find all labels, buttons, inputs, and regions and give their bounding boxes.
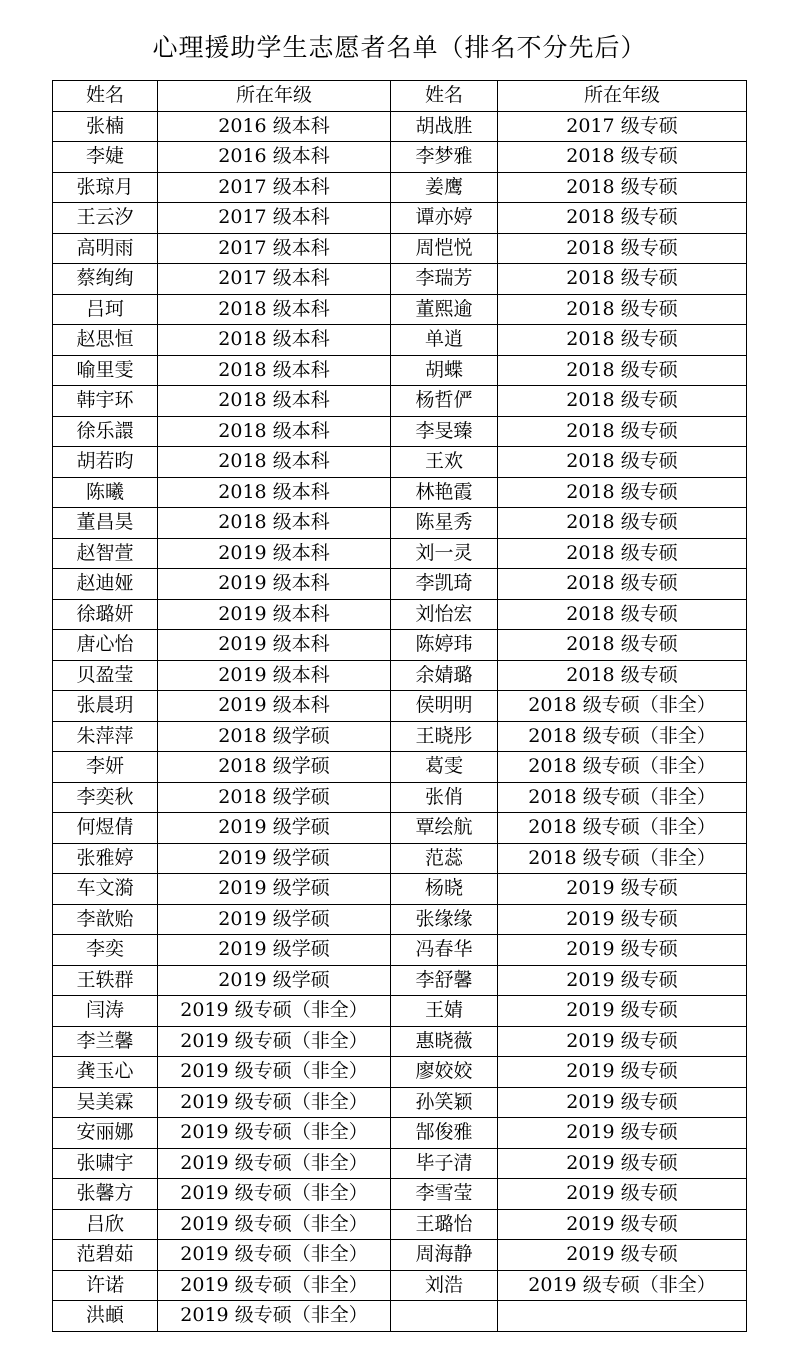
grade-cell: 2018 级本科 [158,325,391,356]
table-row [53,203,747,234]
name-cell: 洪頔 [53,1301,158,1332]
name-cell: 胡若昀 [53,447,158,478]
name-cell: 胡战胜 [391,111,498,142]
table-row [53,264,747,295]
table-row [53,325,747,356]
grade-cell: 2019 级专硕（非全） [158,1209,391,1240]
grade-cell: 2019 级专硕 [498,1240,747,1271]
table-row [53,1057,747,1088]
name-cell: 李梦雅 [391,142,498,173]
name-cell: 吕欣 [53,1209,158,1240]
grade-cell: 2018 级本科 [158,447,391,478]
name-cell: 惠晓薇 [391,1026,498,1057]
table-row [53,294,747,325]
table-row [53,752,747,783]
name-cell: 龚玉心 [53,1057,158,1088]
name-cell: 王欢 [391,447,498,478]
grade-cell: 2018 级本科 [158,294,391,325]
table-row [53,355,747,386]
table-row [53,569,747,600]
name-cell: 高明雨 [53,233,158,264]
grade-cell: 2018 级专硕 [498,569,747,600]
name-cell: 陈星秀 [391,508,498,539]
name-cell: 姜鹰 [391,172,498,203]
name-cell: 安丽娜 [53,1118,158,1149]
grade-cell: 2018 级学硕 [158,721,391,752]
grade-cell: 2018 级专硕 [498,294,747,325]
name-cell: 徐乐譞 [53,416,158,447]
name-cell: 徐璐妍 [53,599,158,630]
grade-cell: 2019 级本科 [158,599,391,630]
name-cell: 喻里雯 [53,355,158,386]
grade-cell: 2018 级本科 [158,416,391,447]
grade-cell: 2018 级专硕（非全） [498,843,747,874]
name-cell: 李雪莹 [391,1179,498,1210]
header-grade-1: 所在年级 [158,81,391,112]
name-cell: 赵智萱 [53,538,158,569]
name-cell: 唐心怡 [53,630,158,661]
name-cell: 张楠 [53,111,158,142]
grade-cell: 2019 级学硕 [158,904,391,935]
grade-cell: 2019 级专硕 [498,1057,747,1088]
grade-cell: 2019 级专硕 [498,1179,747,1210]
name-cell: 张缘缘 [391,904,498,935]
grade-cell: 2018 级专硕（非全） [498,782,747,813]
grade-cell: 2019 级专硕 [498,965,747,996]
table-row [53,477,747,508]
table-row [53,233,747,264]
table-row [53,935,747,966]
grade-cell: 2018 级专硕（非全） [498,752,747,783]
grade-cell: 2016 级本科 [158,111,391,142]
grade-cell: 2019 级学硕 [158,965,391,996]
grade-cell: 2019 级专硕 [498,1148,747,1179]
name-cell [391,1301,498,1332]
name-cell: 单逍 [391,325,498,356]
name-cell: 张馨方 [53,1179,158,1210]
grade-cell: 2018 级专硕（非全） [498,721,747,752]
table-row [53,1179,747,1210]
name-cell: 胡蝶 [391,355,498,386]
name-cell: 张雅婷 [53,843,158,874]
table-row [53,142,747,173]
name-cell: 贝盈莹 [53,660,158,691]
grade-cell: 2019 级学硕 [158,935,391,966]
grade-cell: 2019 级专硕（非全） [158,1179,391,1210]
grade-cell: 2019 级本科 [158,538,391,569]
name-cell: 王轶群 [53,965,158,996]
table-row [53,508,747,539]
grade-cell: 2018 级专硕 [498,447,747,478]
grade-cell: 2019 级专硕 [498,1118,747,1149]
grade-cell: 2019 级学硕 [158,843,391,874]
name-cell: 李奕秋 [53,782,158,813]
table-row [53,782,747,813]
grade-cell: 2019 级专硕（非全） [158,1148,391,1179]
grade-cell: 2018 级专硕（非全） [498,813,747,844]
table-row [53,965,747,996]
grade-cell: 2019 级专硕 [498,1209,747,1240]
name-cell: 吕珂 [53,294,158,325]
name-cell: 赵迪娅 [53,569,158,600]
name-cell: 李奕 [53,935,158,966]
header-name-2: 姓名 [391,81,498,112]
header-name-1: 姓名 [53,81,158,112]
name-cell: 王婧 [391,996,498,1027]
grade-cell: 2019 级学硕 [158,874,391,905]
table-row [53,904,747,935]
table-row [53,447,747,478]
name-cell: 韩宇环 [53,386,158,417]
name-cell: 刘浩 [391,1270,498,1301]
table-row [53,1301,747,1332]
name-cell: 何煜倩 [53,813,158,844]
name-cell: 李妍 [53,752,158,783]
name-cell: 李瑞芳 [391,264,498,295]
grade-cell: 2018 级专硕 [498,142,747,173]
table-row [53,416,747,447]
table-row [53,813,747,844]
name-cell: 董昌昊 [53,508,158,539]
grade-cell: 2019 级专硕 [498,935,747,966]
name-cell: 王云汐 [53,203,158,234]
grade-cell: 2018 级专硕 [498,630,747,661]
grade-cell: 2019 级专硕 [498,1026,747,1057]
grade-cell: 2018 级专硕 [498,416,747,447]
table-row [53,691,747,722]
grade-cell: 2019 级专硕（非全） [158,1270,391,1301]
grade-cell: 2019 级专硕（非全） [498,1270,747,1301]
grade-cell: 2019 级专硕（非全） [158,1057,391,1088]
name-cell: 冯春华 [391,935,498,966]
name-cell: 范蕊 [391,843,498,874]
grade-cell: 2018 级本科 [158,508,391,539]
grade-cell: 2019 级本科 [158,660,391,691]
grade-cell: 2018 级学硕 [158,782,391,813]
grade-cell: 2019 级专硕（非全） [158,1026,391,1057]
grade-cell: 2018 级本科 [158,477,391,508]
volunteer-table [52,80,747,1332]
name-cell: 余婧璐 [391,660,498,691]
name-cell: 葛雯 [391,752,498,783]
table-row [53,874,747,905]
grade-cell: 2019 级专硕 [498,904,747,935]
name-cell: 吴美霖 [53,1087,158,1118]
name-cell: 李婕 [53,142,158,173]
table-row [53,172,747,203]
table-row [53,1270,747,1301]
name-cell: 周海静 [391,1240,498,1271]
grade-cell: 2016 级本科 [158,142,391,173]
grade-cell: 2019 级专硕 [498,1087,747,1118]
name-cell: 李舒馨 [391,965,498,996]
name-cell: 郜俊雅 [391,1118,498,1149]
table-row [53,1118,747,1149]
name-cell: 廖姣姣 [391,1057,498,1088]
grade-cell: 2018 级专硕 [498,172,747,203]
name-cell: 李旻臻 [391,416,498,447]
grade-cell [498,1301,747,1332]
table-row [53,1209,747,1240]
grade-cell: 2018 级专硕 [498,538,747,569]
table-body [53,81,747,1332]
grade-cell: 2018 级专硕 [498,508,747,539]
name-cell: 杨晓 [391,874,498,905]
grade-cell: 2019 级学硕 [158,813,391,844]
grade-cell: 2018 级专硕 [498,386,747,417]
grade-cell: 2017 级本科 [158,172,391,203]
table-row [53,843,747,874]
name-cell: 杨哲俨 [391,386,498,417]
name-cell: 陈曦 [53,477,158,508]
name-cell: 侯明明 [391,691,498,722]
grade-cell: 2019 级专硕（非全） [158,1240,391,1271]
name-cell: 刘怡宏 [391,599,498,630]
name-cell: 李凯琦 [391,569,498,600]
grade-cell: 2019 级专硕 [498,874,747,905]
name-cell: 覃绘航 [391,813,498,844]
grade-cell: 2018 级专硕 [498,477,747,508]
grade-cell: 2018 级专硕（非全） [498,691,747,722]
grade-cell: 2018 级学硕 [158,752,391,783]
name-cell: 陈婷玮 [391,630,498,661]
grade-cell: 2017 级本科 [158,203,391,234]
name-cell: 张琼月 [53,172,158,203]
table-row [53,111,747,142]
page-title: 心理援助学生志愿者名单（排名不分先后） [152,33,647,62]
name-cell: 范碧茹 [53,1240,158,1271]
grade-cell: 2018 级专硕 [498,355,747,386]
grade-cell: 2018 级专硕 [498,325,747,356]
name-cell: 谭亦婷 [391,203,498,234]
name-cell: 刘一灵 [391,538,498,569]
table-row [53,1240,747,1271]
grade-cell: 2018 级专硕 [498,233,747,264]
name-cell: 王璐怡 [391,1209,498,1240]
table-row [53,1148,747,1179]
table-row [53,1087,747,1118]
table-row [53,1026,747,1057]
grade-cell: 2018 级专硕 [498,660,747,691]
name-cell: 林艳霞 [391,477,498,508]
grade-cell: 2017 级专硕 [498,111,747,142]
name-cell: 蔡绚绚 [53,264,158,295]
name-cell: 闫涛 [53,996,158,1027]
table-row [53,538,747,569]
grade-cell: 2018 级本科 [158,355,391,386]
name-cell: 周恺悦 [391,233,498,264]
name-cell: 孙笑颖 [391,1087,498,1118]
grade-cell: 2019 级专硕（非全） [158,1118,391,1149]
table-row [53,386,747,417]
name-cell: 车文漪 [53,874,158,905]
grade-cell: 2019 级专硕（非全） [158,1087,391,1118]
grade-cell: 2017 级本科 [158,233,391,264]
grade-cell: 2019 级本科 [158,569,391,600]
name-cell: 张晨玥 [53,691,158,722]
table-row [53,721,747,752]
grade-cell: 2019 级本科 [158,630,391,661]
grade-cell: 2019 级专硕 [498,996,747,1027]
name-cell: 朱萍萍 [53,721,158,752]
name-cell: 赵思恒 [53,325,158,356]
name-cell: 许诺 [53,1270,158,1301]
header-grade-2: 所在年级 [498,81,747,112]
table-row [53,599,747,630]
name-cell: 张啸宇 [53,1148,158,1179]
grade-cell: 2018 级专硕 [498,599,747,630]
grade-cell: 2019 级本科 [158,691,391,722]
grade-cell: 2018 级本科 [158,386,391,417]
name-cell: 董熙逾 [391,294,498,325]
grade-cell: 2017 级本科 [158,264,391,295]
name-cell: 张俏 [391,782,498,813]
grade-cell: 2018 级专硕 [498,264,747,295]
grade-cell: 2018 级专硕 [498,203,747,234]
name-cell: 王晓彤 [391,721,498,752]
table-header-row [53,81,747,112]
table-row [53,660,747,691]
name-cell: 李兰馨 [53,1026,158,1057]
name-cell: 李歆贻 [53,904,158,935]
grade-cell: 2019 级专硕（非全） [158,1301,391,1332]
grade-cell: 2019 级专硕（非全） [158,996,391,1027]
name-cell: 毕子清 [391,1148,498,1179]
table-row [53,996,747,1027]
table-row [53,630,747,661]
